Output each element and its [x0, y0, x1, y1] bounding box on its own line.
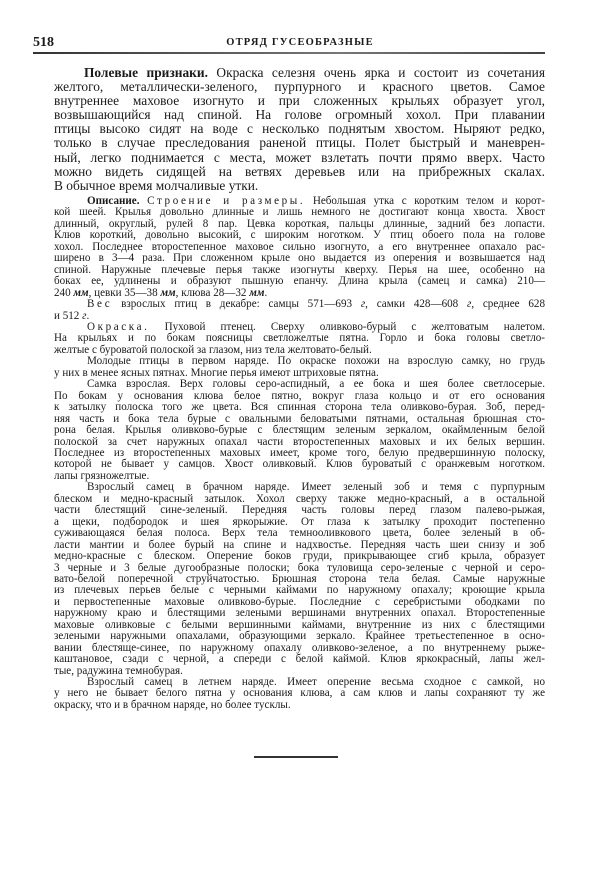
- coloration-line: Окраска. Пуховой птенец. Сверху оливково-бурый с желтоватым налетом.: [87, 320, 545, 333]
- text-line: Клюв короткий, довольно высокий, с широким ноготком. У птиц обоего пола на голове: [54, 229, 545, 242]
- text-line: Последнее из второстепенных маховых имеет, кроме того, белую предвершинную полоску,: [54, 446, 545, 459]
- text-line: у него не бывает белого пятна у основания клюва, а сам клюв и лапы сохраняют ту же: [54, 687, 545, 700]
- weight-line-2: и 512 г.: [54, 309, 90, 322]
- coloration-label: Окраска.: [87, 320, 150, 333]
- text-line: На крыльях и по бокам поясницы светложелтые пятна. Горло и бока головы светло-: [54, 332, 545, 345]
- header-rule: [33, 52, 545, 54]
- text-line: окраску, что и в брачном наряде, но более тусклы.: [54, 698, 291, 711]
- text-line: вании блестяще-синее, по наружному опахалу оливково-зеленое, а по внутреннему рыже-: [54, 641, 545, 654]
- text-line: Самка взрослая. Верх головы серо-аспидный, а ее бока и шея более светлосерые.: [87, 378, 545, 391]
- text-line: вато-белой поперечной струйчатостью. Брюшная сторона тела белая. Самые наружные: [54, 572, 545, 585]
- text-line: суживающаяся белая полоса. Верх тела темнооливкового цвета, более зеленый в об-: [54, 527, 545, 540]
- text-line: желтого, металлически-зеленого, пурпурного и красного цветов. Самое: [54, 79, 545, 95]
- text-line: части блестящий сине-зеленый. Передняя часть головы перед глазом палево-рыжая,: [54, 504, 545, 517]
- text-line: ный, легко поднимается с места, может взлетать почти прямо вверх. Часто: [54, 149, 545, 165]
- text-line: только в случае преследования раненой птицы. Полет быстрый и маневрен-: [54, 135, 545, 151]
- text-line: 3 черные и 3 белые дугообразные полоски; бока туловища серо-зеленые с черной и серо-: [54, 561, 545, 574]
- text-line: длинный, округлый, рулей 8 пар. Цевка короткая, пальцы длинные, задний без лопасти.: [54, 217, 545, 230]
- field-marks-paragraph: [54, 66, 545, 193]
- text-line: возвышающийся над спиной. На голове огромный хохол. При плавании: [54, 107, 545, 123]
- text-line: рона белая. Крылья оливково-бурые с блестящим зеленым зеркалом, окаймленным белой: [54, 424, 545, 437]
- text-line: из плечевых перьев белые с черными каймами по наружному опахалу; кроющие крыла: [54, 584, 545, 597]
- text-line: у них в менее ясных пятнах. Многие перья имеют штриховые пятна.: [54, 366, 379, 379]
- text-line: Взрослый самец в брачном наряде. Имеет зеленый зоб и темя с пурпурным: [87, 481, 545, 494]
- text-line: Взрослый самец в летнем наряде. Имеет оперение весьма сходное с самкой, но: [87, 676, 545, 689]
- description-section: [54, 196, 545, 711]
- text-line: зелеными наружными опахалами, образующими зеркало. Крайнее третьестепенное в осно-: [54, 630, 545, 643]
- structure-label: Строение и размеры.: [147, 195, 306, 207]
- text-line: внутреннее маховое изогнуто и при сложенных крыльях образует угол,: [54, 93, 545, 109]
- text-line: ширено в 3—4 раза. При сложенном крыле оно выдается из оперения и возвышается над: [54, 252, 545, 265]
- text-line: Полевые признаки. Окраска селезня очень ярка и состоит из сочетания: [84, 65, 545, 80]
- text-line: ласти мантии и более бурый на спине и надхвостье. Передняя часть шеи снизу и зоб: [54, 538, 545, 551]
- text-line: Описание. Строение и размеры. Небольшая утка с коротким телом и корот-: [87, 195, 545, 207]
- measurements-line: 240 мм, цевки 35—38 мм, клюва 28—32 мм.: [54, 286, 268, 299]
- running-head: ОТРЯД ГУСЕОБРАЗНЫЕ: [226, 37, 374, 48]
- text-line: можно видеть сидящей на ветвях деревьев или на прибрежных скалах.: [54, 163, 545, 179]
- text-line: няя часть и бока тела бурые с овальными беловатыми пятнами, остальная брюшная сто-: [54, 412, 545, 425]
- text-line: боках ее, удлинены и образуют пышную епанчу. Длина крыла (самец и самка) 210—: [54, 275, 545, 288]
- text-line: кой шеей. Крылья довольно длинные и лишь немного не достигают конца хвоста. Хвост: [54, 206, 545, 219]
- text-line: Молодые птицы в первом наряде. По окраске похожи на взрослую самку, но грудь: [87, 355, 545, 368]
- weight-label: Вес: [87, 298, 113, 311]
- text-line: По бокам у основания клюва белое пятно, вокруг глаза кольцо и от его основания: [54, 389, 545, 402]
- text-line: а щеки, подбородок и шея яркорыжие. От глаза к затылку проходит постепенно: [54, 515, 545, 528]
- text-line: медно-красные с блеском. Оперение боков груди, прикрывающее сгиб крыла, образует: [54, 550, 545, 563]
- text-line: каштановое, сзади с черной, а спереди с белой каймой. Клюв яркокрасный, лапы жел-: [54, 653, 545, 666]
- text-line: В обычное время молчаливые утки.: [54, 177, 259, 193]
- page-number: 518: [33, 35, 54, 50]
- text-line: и первостепенные маховые оливково-бурые. Последние с серебристыми ободками по: [54, 595, 545, 608]
- text-line: блеском и медно-красный затылок. Хохол сверху также медно-красный, а в остальной: [54, 492, 545, 505]
- text-line: маховые оливковые с белыми вершинными каймами, внутренние из них с блестящими: [54, 618, 545, 631]
- section-end-rule: [254, 756, 338, 758]
- text-line: наружному краю и блестящими зелеными вершинами внутренних опахал. Второстепенные: [54, 607, 545, 620]
- text-line: полоской за счет наружных опахал части второстепенных маховых и их белых вершин.: [54, 435, 545, 448]
- text-line: хохол. Последнее второстепенное маховое сильно изогнуто, а его внутреннее опахало рас-: [54, 240, 545, 253]
- text-line: тые, радужина темнобурая.: [54, 664, 183, 677]
- text-line: лапы грязножелтые.: [54, 469, 150, 482]
- text-line: спиной. Наружные плечевые перья также изогнуты кверху. Перья на шее, особенно на: [54, 263, 545, 276]
- text-line: птицы высоко сидят на воде с несколько поднятым хвостом. Ныряют редко,: [54, 121, 545, 137]
- weight-line: Вес взрослых птиц в декабре: самцы 571—693 г, самки 428—608 г, среднее 628: [87, 298, 545, 311]
- description-heading: Описание.: [87, 195, 140, 207]
- field-marks-heading: Полевые признаки.: [84, 65, 208, 80]
- text-line: которой не бывает у самцов. Хвост оливковый. Клюв буроватый с оранжевым ноготком.: [54, 458, 545, 471]
- text-line: к затылку полоска того же цвета. Вся спинная сторона тела оливково-бурая. Зоб, перед-: [54, 401, 545, 414]
- text-line: желтые с буроватой полоской за глазом, низ тела желтовато-белый.: [54, 343, 372, 356]
